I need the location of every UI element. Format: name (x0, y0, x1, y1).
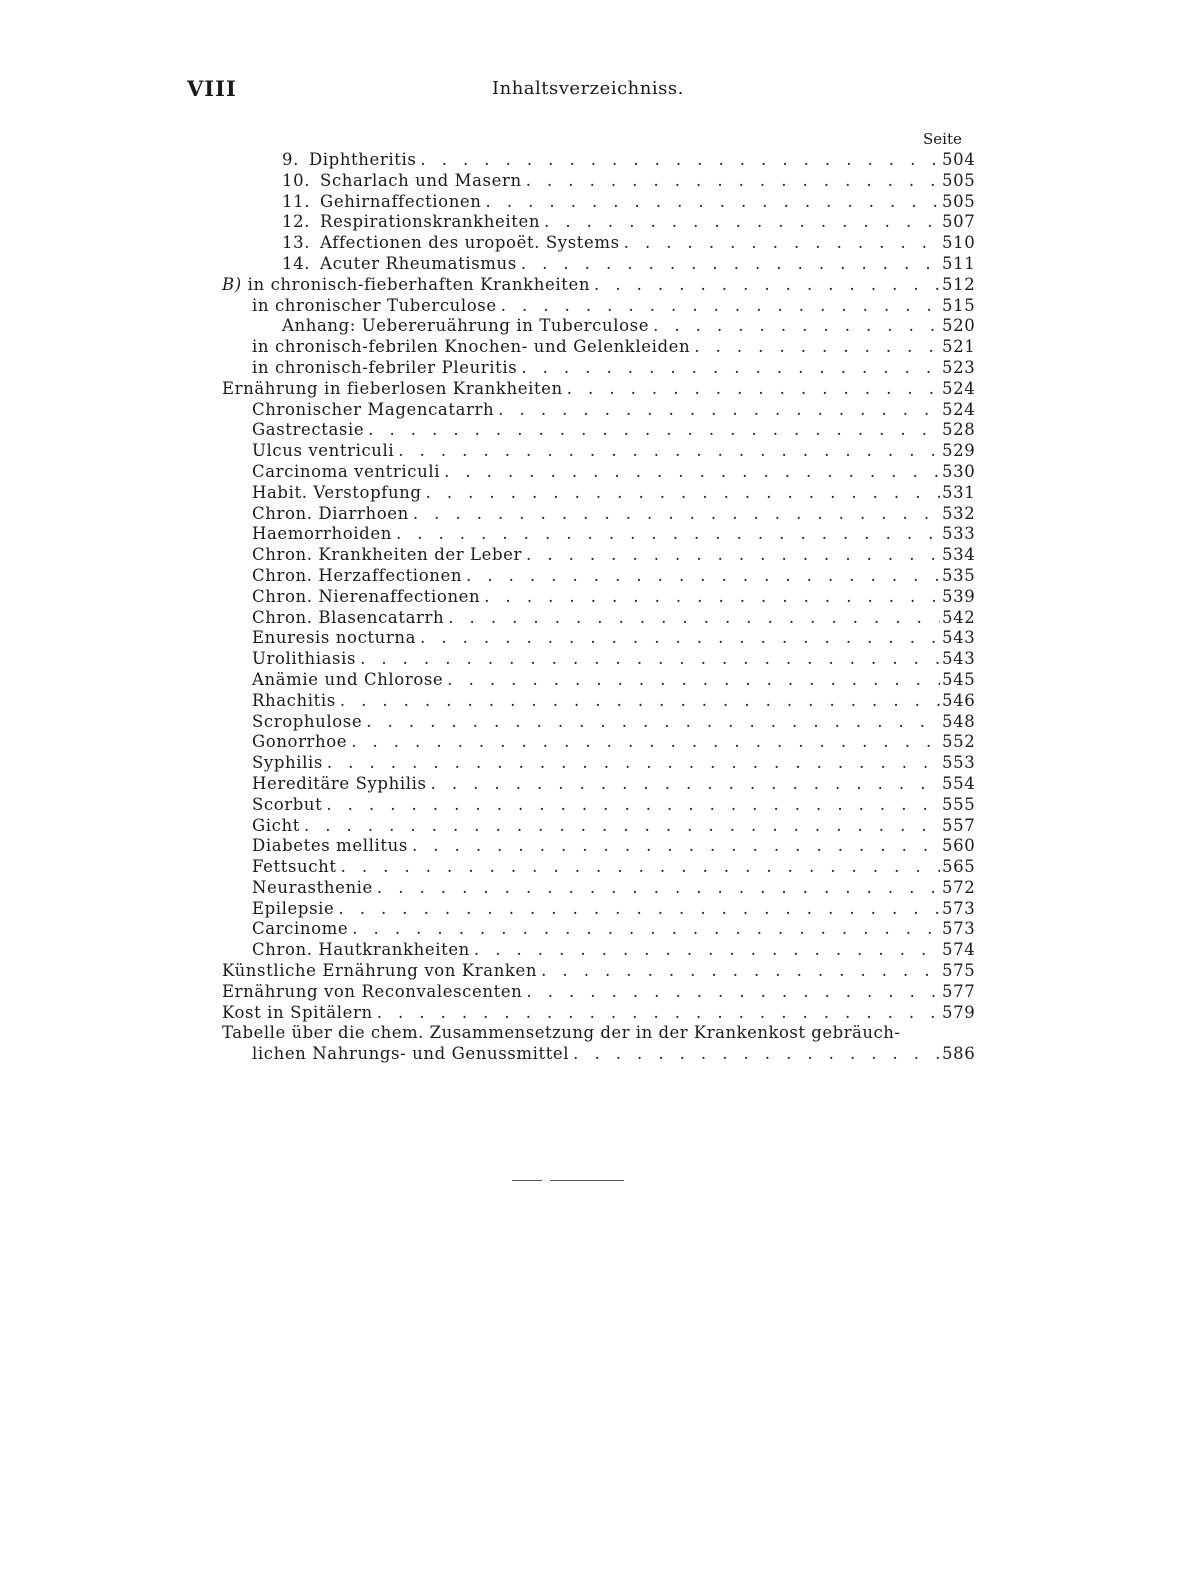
dot-leader (326, 795, 940, 816)
dot-leader (420, 150, 940, 171)
dot-leader (498, 400, 940, 421)
rule-segment (512, 1180, 542, 1181)
dot-leader (396, 524, 940, 545)
dot-leader (431, 774, 940, 795)
toc-entry (222, 1003, 974, 1024)
toc-entry (222, 296, 974, 317)
entry-page: 543 (942, 628, 976, 648)
dot-leader (444, 462, 940, 483)
entry-title: Urolithiasis (252, 649, 357, 669)
entry-title: Diphtheritis (308, 150, 417, 169)
entry-title: Habit. Verstopfung (252, 482, 422, 502)
entry-title: Carcinome (252, 919, 349, 939)
dot-leader (486, 192, 940, 213)
entry-page: 572 (942, 877, 976, 897)
dot-leader (377, 1003, 940, 1024)
toc-entry (222, 483, 974, 504)
entry-page: 511 (942, 253, 976, 273)
seite-label: Seite (923, 130, 962, 148)
toc-entry (222, 836, 974, 857)
entry-page: 521 (942, 337, 976, 357)
dot-leader (653, 316, 940, 337)
toc-entry (222, 275, 974, 296)
toc-entry (222, 441, 974, 462)
entry-page: 565 (942, 857, 976, 877)
toc-entry (222, 254, 974, 275)
entry-title: Acuter Rheumatismus (320, 253, 517, 273)
dot-leader (368, 420, 940, 441)
entry-title: Chron. Herzaffectionen (252, 565, 463, 585)
entry-title: Anhang: Uebereruährung in Tuberculose (282, 316, 650, 336)
dot-leader (544, 212, 940, 233)
toc-entry (222, 545, 974, 566)
toc-entry (222, 212, 974, 233)
entry-title: Gastrectasie (252, 420, 365, 440)
dot-leader (447, 670, 940, 691)
entry-title: Künstliche Ernährung von Kranken (222, 961, 538, 981)
entry-page: 545 (942, 669, 976, 689)
entry-title: in chronischer Tuberculose (252, 295, 497, 315)
dot-leader (360, 649, 940, 670)
dot-leader (526, 545, 940, 566)
toc-entry (222, 940, 974, 961)
entry-title: Carcinoma ventriculi (252, 461, 441, 481)
toc-entry (222, 192, 974, 213)
entry-title: Chron. Nierenaffectionen (252, 586, 481, 606)
entry-page: 552 (942, 732, 976, 752)
entry-page: 539 (942, 586, 976, 606)
toc-entry (222, 670, 974, 691)
entry-title: Chron. Krankheiten der Leber (252, 545, 522, 565)
entry-page: 557 (942, 815, 976, 835)
dot-leader (521, 254, 940, 275)
entry-title: lichen Nahrungs- und Genussmittel (252, 1044, 570, 1064)
entry-page: 546 (942, 690, 976, 710)
toc-entry (222, 358, 974, 379)
dot-leader (466, 566, 940, 587)
entry-page: 515 (942, 295, 976, 315)
toc-entry (222, 1044, 974, 1065)
toc-entry (222, 608, 974, 629)
toc-entry (222, 420, 974, 441)
toc-entry (222, 587, 974, 608)
entry-page: 512 (942, 274, 976, 294)
toc-entry (222, 566, 974, 587)
dot-leader (340, 691, 940, 712)
running-title: Inhaltsverzeichniss. (492, 78, 684, 99)
entry-title: Chronischer Magencatarrh (252, 399, 495, 419)
entry-page: 504 (942, 150, 976, 169)
toc-entry (222, 795, 974, 816)
entry-title: Scorbut (252, 794, 323, 814)
toc-entry (222, 628, 974, 649)
dot-leader (567, 379, 940, 400)
entry-title: Diabetes mellitus (252, 836, 408, 856)
entry-title: Neurasthenie (252, 877, 373, 897)
dot-leader (484, 587, 940, 608)
entry-title: Respirationskrankheiten (320, 212, 541, 232)
entry-title: in chronisch-febrilen Knochen- und Gelenkleiden (252, 337, 691, 357)
toc-entry (222, 691, 974, 712)
toc-entry (222, 462, 974, 483)
entry-title: Enuresis nocturna (252, 628, 417, 648)
entry-page: 529 (942, 441, 976, 461)
toc-entry (222, 816, 974, 837)
final-entry-line1: Tabelle über die chem. Zusammensetzung der in der Krankenkost gebräuch- (222, 1023, 901, 1043)
entry-page: 575 (942, 961, 976, 981)
entry-page: 560 (942, 836, 976, 856)
toc-entry (222, 857, 974, 878)
toc-entry (222, 753, 974, 774)
dot-leader (694, 337, 940, 358)
entry-title: Gehirnaffectionen (320, 191, 482, 211)
dot-leader (304, 816, 940, 837)
entry-title: Epilepsie (252, 898, 335, 918)
dot-leader (412, 836, 940, 857)
dot-leader (420, 628, 940, 649)
entry-number: 11. (282, 191, 311, 211)
end-rule (512, 1180, 628, 1182)
toc-entry (222, 400, 974, 421)
dot-leader (398, 441, 940, 462)
dot-leader (413, 504, 940, 525)
dot-leader (338, 899, 940, 920)
entry-page: 535 (942, 565, 976, 585)
entry-title: Chron. Blasencatarrh (252, 607, 445, 627)
entry-page: 555 (942, 794, 976, 814)
entry-page: 523 (942, 357, 976, 377)
entry-page: 574 (942, 940, 976, 960)
entry-page: 530 (942, 461, 976, 481)
toc-entry (222, 150, 974, 171)
toc-entry (222, 961, 974, 982)
entry-title: Scrophulose (252, 711, 363, 731)
dot-leader (526, 171, 940, 192)
entry-page: 533 (942, 524, 976, 544)
table-of-contents (222, 150, 974, 1065)
toc-entry (222, 732, 974, 753)
entry-number: 9. (282, 150, 299, 169)
toc-entry (222, 316, 974, 337)
entry-title: Chron. Hautkrankheiten (252, 940, 470, 960)
dot-leader (351, 732, 940, 753)
entry-page: 548 (942, 711, 976, 731)
toc-entry (222, 337, 974, 358)
dot-leader (501, 296, 940, 317)
toc-entry (222, 504, 974, 525)
page-number: VIII (187, 76, 237, 101)
entry-title: Ulcus ventriculi (252, 441, 395, 461)
dot-leader (341, 857, 940, 878)
toc-entry (222, 899, 974, 920)
entry-title: Ernährung von Reconvalescenten (222, 981, 523, 1001)
toc-entry (222, 171, 974, 192)
entry-page: 531 (942, 482, 976, 502)
dot-leader (377, 878, 940, 899)
entry-title: Ernährung in fieberlosen Krankheiten (222, 378, 563, 398)
entry-title: Kost in Spitälern (222, 1002, 373, 1022)
toc-entry (222, 878, 974, 899)
entry-page: 586 (942, 1044, 976, 1064)
entry-page: 579 (942, 1002, 976, 1022)
dot-leader (327, 753, 940, 774)
dot-leader (426, 483, 940, 504)
entry-page: 505 (942, 191, 976, 211)
entry-page: 524 (942, 378, 976, 398)
dot-leader (521, 358, 940, 379)
entry-page: 553 (942, 753, 976, 773)
dot-leader (526, 982, 940, 1003)
entry-page: 573 (942, 898, 976, 918)
dot-leader (573, 1044, 940, 1065)
entry-title: Fettsucht (252, 857, 337, 877)
entry-page: 528 (942, 420, 976, 440)
entry-title: Syphilis (252, 753, 323, 773)
toc-entry (222, 524, 974, 545)
entry-title: Anämie und Chlorose (252, 669, 444, 689)
entry-title: Scharlach und Masern (320, 170, 522, 190)
toc-entry (222, 774, 974, 795)
toc-entry (222, 982, 974, 1003)
entry-title: in chronisch-fieberhaften Krankheiten (247, 274, 591, 294)
rule-segment (550, 1180, 624, 1181)
entry-title: in chronisch-febriler Pleuritis (252, 357, 518, 377)
entry-title: Chron. Diarrhoen (252, 503, 409, 523)
entry-number: 13. (282, 233, 311, 253)
toc-entry (222, 233, 974, 254)
dot-leader (474, 940, 940, 961)
entry-number: 10. (282, 170, 311, 190)
entry-page: 520 (942, 316, 976, 336)
entry-page: 573 (942, 919, 976, 939)
entry-page: 524 (942, 399, 976, 419)
dot-leader (366, 712, 940, 733)
toc-entry (222, 712, 974, 733)
entry-page: 554 (942, 773, 976, 793)
toc-entry (222, 649, 974, 670)
dot-leader (352, 919, 940, 940)
entry-page: 505 (942, 170, 976, 190)
entry-title: Hereditäre Syphilis (252, 773, 427, 793)
entry-page: 534 (942, 545, 976, 565)
entry-title: Haemorrhoiden (252, 524, 392, 544)
entry-title: Gonorrhoe (252, 732, 348, 752)
entry-number: 12. (282, 212, 311, 232)
entry-title: Gicht (252, 815, 300, 835)
dot-leader (541, 961, 940, 982)
entry-page: 507 (942, 212, 976, 232)
entry-number: 14. (282, 253, 311, 273)
dot-leader (448, 608, 940, 629)
dot-leader (594, 275, 940, 296)
toc-entry (222, 379, 974, 400)
dot-leader (624, 233, 940, 254)
entry-page: 510 (942, 233, 976, 253)
section-letter: B) (222, 274, 242, 294)
entry-title: Affectionen des uropoët. Systems (320, 233, 620, 253)
entry-page: 542 (942, 607, 976, 627)
entry-page: 577 (942, 981, 976, 1001)
entry-page: 543 (942, 649, 976, 669)
toc-entry (222, 919, 974, 940)
entry-page: 532 (942, 503, 976, 523)
entry-title: Rhachitis (252, 690, 336, 710)
